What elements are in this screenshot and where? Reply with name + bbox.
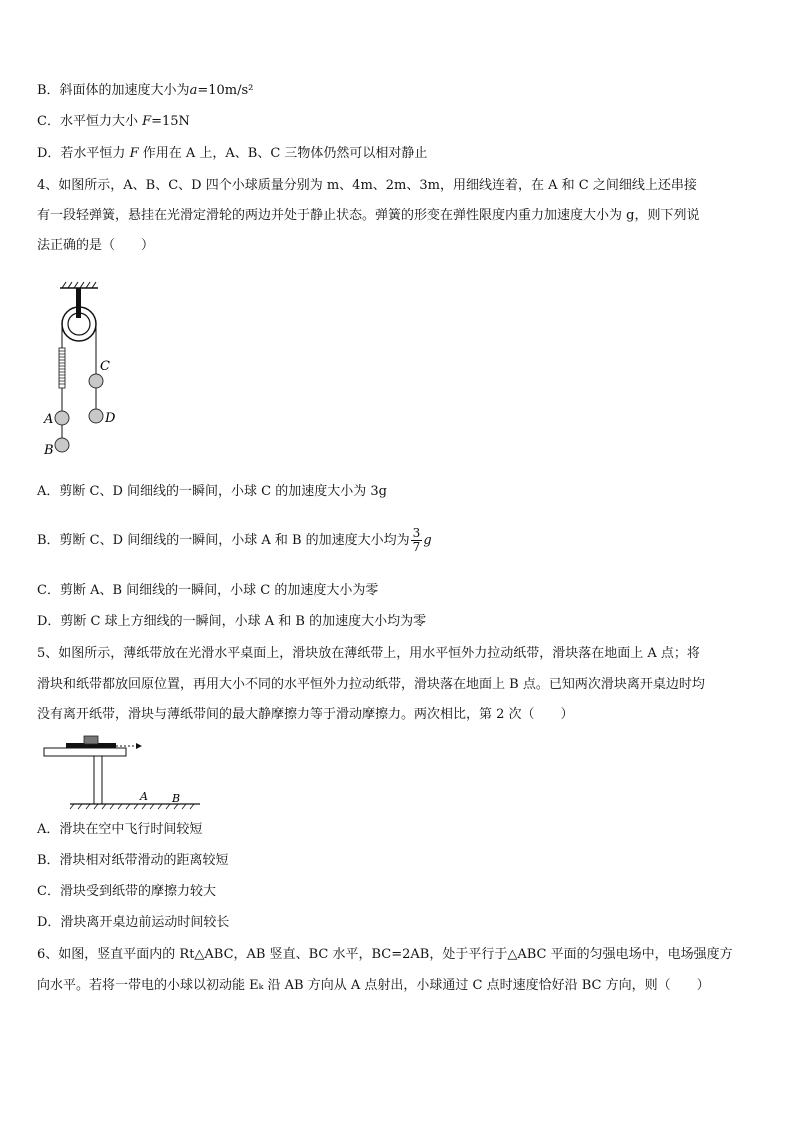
q4-option-c: C．剪断 A、B 间细线的一瞬间，小球 C 的加速度大小为零 (37, 583, 379, 598)
q3-option-c-var: F (142, 114, 152, 129)
q5-stem-line2: 滑块和纸带都放回原位置，再用大小不同的水平恒外力拉动纸带，滑块落在地面上 B 点。已知两次滑块离开桌边时均 (37, 677, 705, 692)
q4-option-b (37, 527, 432, 554)
q4-stem-line1: 4、如图所示，A、B、C、D 四个小球质量分别为 m、4m、2m、3m，用细线连着，在 A 和 C 之间细线上还串接 (37, 178, 697, 193)
q5-option-c: C．滑块受到纸带的摩擦力较大 (37, 884, 216, 899)
q3-option-b-val: =10m/s² (197, 83, 254, 98)
q5-option-d: D．滑块离开桌边前运动时间较长 (37, 915, 230, 930)
label-a: A (44, 412, 54, 427)
q4-stem-line2: 有一段轻弹簧，悬挂在光滑定滑轮的两边并处于静止状态。弹簧的形变在弹性限度内重力加速度大小为 g，则下列说 (37, 208, 700, 223)
q3-option-d (37, 146, 427, 162)
q3-option-c-text: C．水平恒力大小 (37, 114, 143, 129)
q3-option-b (37, 83, 253, 99)
fraction (411, 527, 423, 554)
label-d: D (105, 411, 116, 426)
q5-table-figure (40, 730, 210, 812)
q4-stem-line3: 法正确的是（ ） (37, 238, 155, 253)
q3-option-d-text-a: D．若水平恒力 (37, 146, 130, 161)
q6-stem-line2: 向水平。若将一带电的小球以初动能 Eₖ 沿 AB 方向从 A 点射出，小球通过 C 点时速度恰好沿 BC 方向，则（ ） (37, 978, 710, 993)
ball-c (89, 374, 103, 388)
label-b: B (44, 443, 54, 458)
ball-a (55, 411, 69, 425)
q5-stem-line3: 没有离开纸带，滑块与薄纸带间的最大静摩擦力等于滑动摩擦力。两次相比，第 2 次（ ） (37, 707, 574, 722)
q4-option-b-text: B．剪断 C、D 间细线的一瞬间，小球 A 和 B 的加速度大小均为 (37, 533, 410, 548)
q4-option-b-g: g (423, 533, 432, 548)
fraction-denominator: 7 (412, 540, 421, 554)
q5-option-b: B．滑块相对纸带滑动的距离较短 (37, 853, 229, 868)
point-b-label: B (172, 792, 181, 805)
fraction-numerator: 3 (412, 526, 421, 540)
q4-option-a: A．剪断 C、D 间细线的一瞬间，小球 C 的加速度大小为 3g (37, 484, 387, 499)
q3-option-c-val: =15N (151, 114, 190, 129)
q3-option-b-var: a (189, 83, 198, 98)
q4-pulley-figure (38, 280, 128, 460)
q3-option-b-text: B．斜面体的加速度大小为 (37, 83, 190, 98)
ball-b (55, 438, 69, 452)
ball-d (89, 409, 103, 423)
q4-option-d: D．剪断 C 球上方细线的一瞬间，小球 A 和 B 的加速度大小均为零 (37, 614, 427, 629)
q3-option-d-text-b: 作用在 A 上，A、B、C 三物体仍然可以相对静止 (138, 146, 428, 161)
q5-option-a: A．滑块在空中飞行时间较短 (37, 822, 203, 837)
label-c: C (100, 359, 110, 374)
q5-stem-line1: 5、如图所示，薄纸带放在光滑水平桌面上，滑块放在薄纸带上，用水平恒外力拉动纸带，滑块落在地面上 A 点；将 (37, 646, 700, 661)
point-a-label: A (140, 790, 148, 803)
q6-stem-line1: 6、如图，竖直平面内的 Rt△ABC，AB 竖直、BC 水平，BC=2AB，处于平行于△ABC 平面的匀强电场中，电场强度方 (37, 947, 733, 962)
q3-option-d-var: F (129, 146, 139, 161)
q3-option-c (37, 114, 190, 130)
